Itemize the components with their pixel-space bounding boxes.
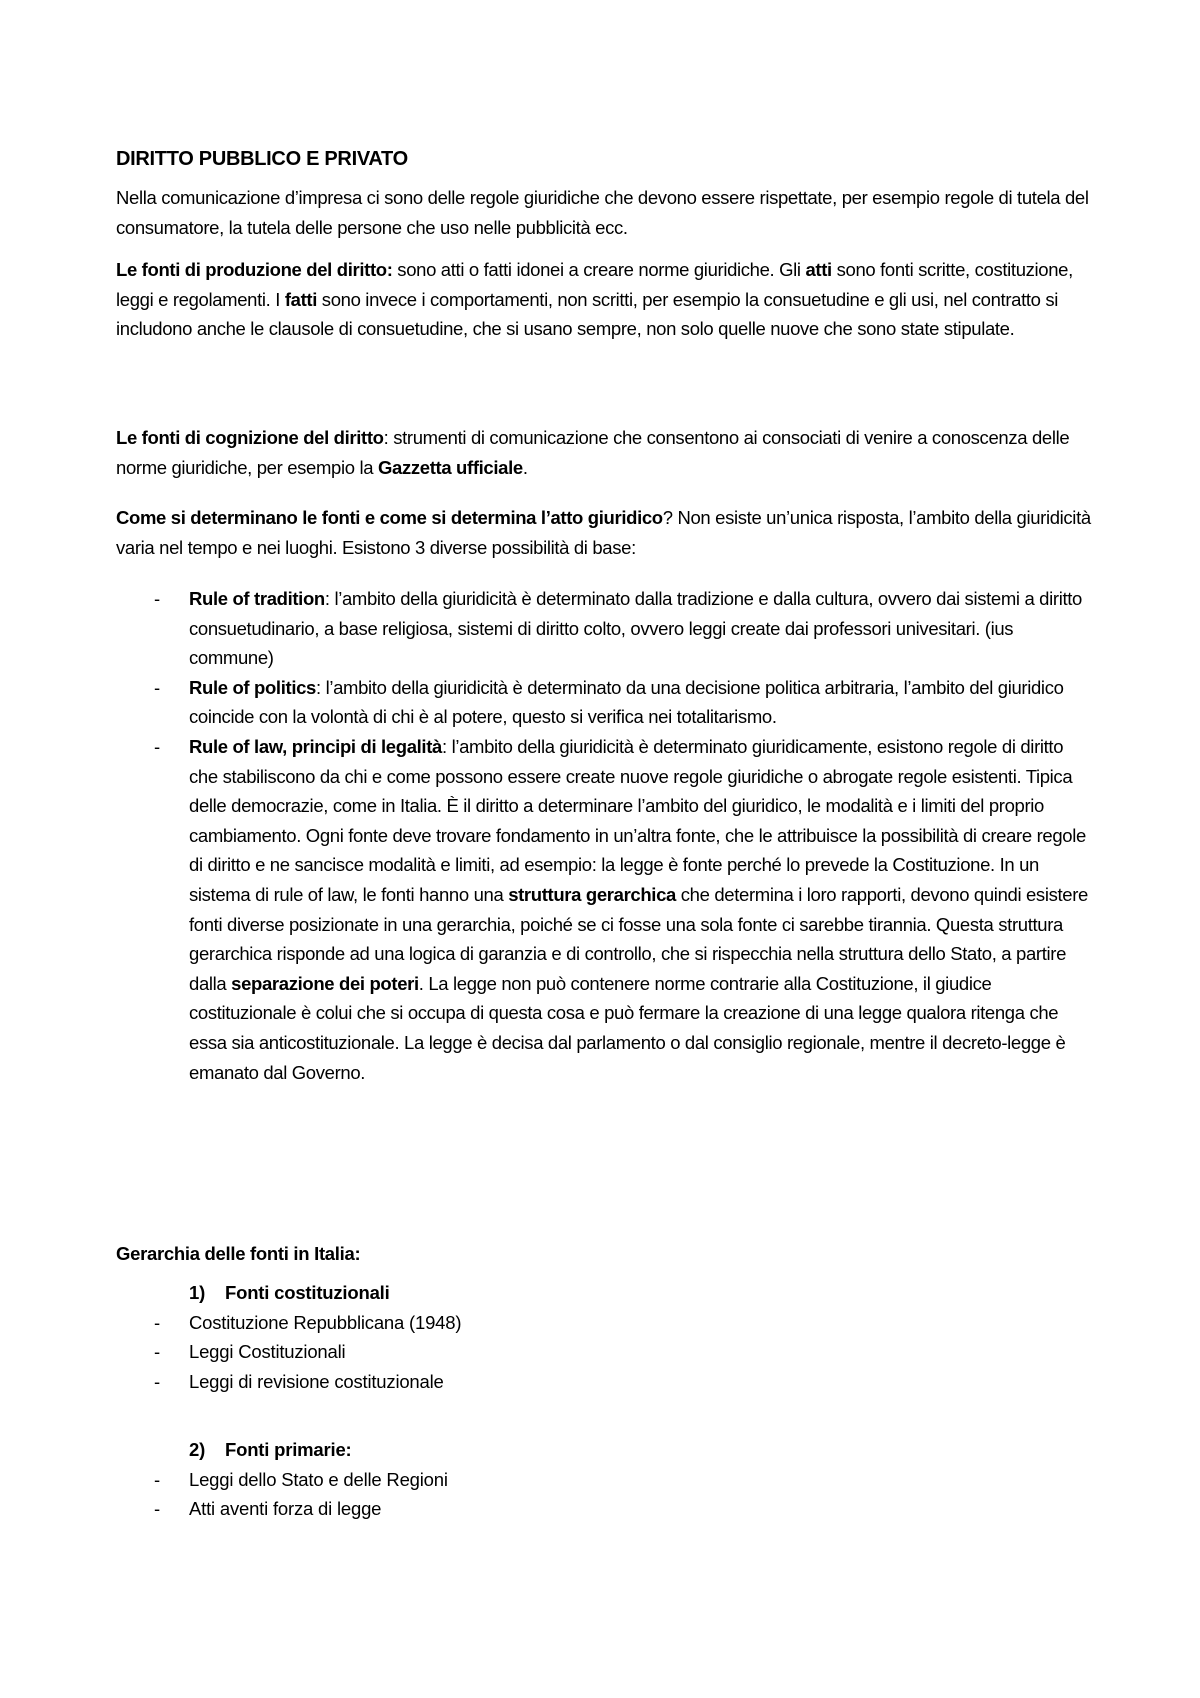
paragraph-text: Nella comunicazione d’impresa ci sono delle regole giuridiche che devono essere rispettate, per esempio regole di tutela del consumatore, la tutela delle persone che uso nelle pubblicità ecc. (116, 187, 1089, 238)
list-item (116, 732, 1096, 1087)
bold-term: Le fonti di produzione del diritto: (116, 259, 393, 280)
paragraph-text: sono fonti scritte, costituzione, leggi e regolamenti. I (116, 259, 1073, 310)
dash-bullet-icon: - (154, 1311, 160, 1333)
bold-term: atti (805, 259, 832, 280)
bold-term: Rule of tradition (189, 588, 325, 609)
list-item (116, 1308, 1096, 1338)
dash-bullet-icon: - (154, 676, 160, 698)
bold-term: separazione dei poteri (231, 972, 419, 994)
hierarchy-heading: Gerarchia delle fonti in Italia: (116, 1243, 361, 1264)
group-label: Fonti primarie: (225, 1439, 352, 1460)
list-item (116, 1465, 1096, 1495)
bold-term: struttura gerarchica (508, 883, 676, 905)
group-label: Fonti costituzionali (225, 1282, 390, 1303)
list-item (116, 1494, 1096, 1524)
dash-bullet-icon: - (154, 1370, 160, 1392)
bold-term: Rule of politics (189, 676, 316, 698)
list-item-text: : l’ambito della giuridicità è determinato dalla tradizione e dalla cultura, ovvero dai sistemi a diritto consuetudinario, a base religiosa, sistemi di diritto colto, ovvero leggi create dai professori univesitari. (ius commune) (189, 588, 1082, 669)
list-item (116, 1337, 1096, 1367)
list-item (116, 1367, 1096, 1397)
group-number: 2) (189, 1439, 206, 1460)
dash-bullet-icon: - (154, 1498, 160, 1520)
list-item (116, 673, 1096, 732)
list-item (116, 584, 1096, 673)
fonti-produzione-paragraph (116, 255, 1096, 344)
fonti-cognizione-paragraph (116, 423, 1096, 482)
group-heading (116, 1278, 1096, 1308)
dash-bullet-icon: - (154, 588, 160, 609)
dash-bullet-icon: - (154, 735, 160, 757)
bold-term: Come si determinano le fonti e come si determina l’atto giuridico (116, 507, 663, 528)
dash-bullet-icon: - (154, 1468, 160, 1490)
bold-term: Gazzetta ufficiale (377, 456, 523, 478)
list-item-text: Costituzione Repubblicana (1948) (189, 1311, 462, 1333)
paragraph-text: . (522, 456, 528, 478)
list-item-text: . La legge non può contenere norme contrarie alla Costituzione, il giudice costituzionale è colui che si occupa di questa cosa e può fermare la creazione di una legge qualora ritenga che essa sia anticostituzionale. La legge è decisa dal parlamento o dal consiglio regionale, mentre il decreto-legge è emanato dal Governo. (189, 972, 1066, 1083)
list-item-text: Atti aventi forza di legge (189, 1498, 382, 1520)
paragraph-text: ? Non esiste un’unica risposta, l’ambito della giuridicità varia nel tempo e nei luoghi. Esistono 3 diverse possibilità di base: (116, 507, 1091, 558)
group-number: 1) (189, 1282, 206, 1303)
hierarchy-group-constitutional (116, 1278, 1096, 1396)
list-item-text: Leggi dello Stato e delle Regioni (189, 1468, 448, 1490)
list-item-text: Leggi di revisione costituzionale (189, 1370, 444, 1392)
dash-bullet-icon: - (154, 1341, 160, 1363)
list-item-text: : l’ambito della giuridicità è determinato da una decisione politica arbitraria, l’ambito del giuridico coincide con la volontà di chi è al potere, questo si verifica nei totalitarismo. (189, 676, 1064, 728)
bold-term: Le fonti di cognizione del diritto (116, 427, 384, 448)
bold-term: fatti (284, 288, 318, 310)
group-heading (116, 1435, 1096, 1465)
list-item-text: che determina i loro rapporti, devono quindi esistere fonti diverse posizionate in una gerarchia, poiché se ci fosse una sola fonte ci sarebbe tirannia. Questa struttura gerarchica risponde ad una logica di garanzia e di controllo, che si rispecchia nella struttura dello Stato, a partire dalla (189, 883, 1088, 994)
list-item-text: : l’ambito della giuridicità è determinato giuridicamente, esistono regole di diritto che stabiliscono da chi e come possono essere create nuove regole giuridiche o abrogate regole esistenti. Tipica delle democrazie, come in Italia. È il diritto a determinare l’ambito del giuridico, le modalità e i limiti del proprio cambiamento. Ogni fonte deve trovare fondamento in un’altra fonte, che le attribuisce la possibilità di creare regole di diritto e ne sancisce modalità e limiti, ad esempio: la legge è fonte perché lo prevede la Costituzione. In un sistema di rule of law, le fonti hanno una (189, 735, 1086, 905)
hierarchy-group-primary (116, 1435, 1096, 1524)
paragraph-text: sono invece i comportamenti, non scritti, per esempio la consuetudine e gli usi, nel contratto si includono anche le clausole di consuetudine, che si usano sempre, non solo quelle nuove che sono state stipulate. (116, 288, 1059, 340)
paragraph-text: : strumenti di comunicazione che consentono ai consociati di venire a conoscenza delle norme giuridiche, per esempio la (116, 427, 1070, 478)
intro-paragraph (116, 183, 1096, 242)
question-paragraph (116, 503, 1096, 562)
list-item-text: Leggi Costituzionali (189, 1341, 346, 1363)
document-title: DIRITTO PUBBLICO E PRIVATO (116, 148, 408, 170)
bold-term: Rule of law, principi di legalità (189, 735, 442, 757)
paragraph-text: sono atti o fatti idonei a creare norme giuridiche. Gli (392, 259, 806, 280)
rule-bullet-list (116, 584, 1096, 1087)
